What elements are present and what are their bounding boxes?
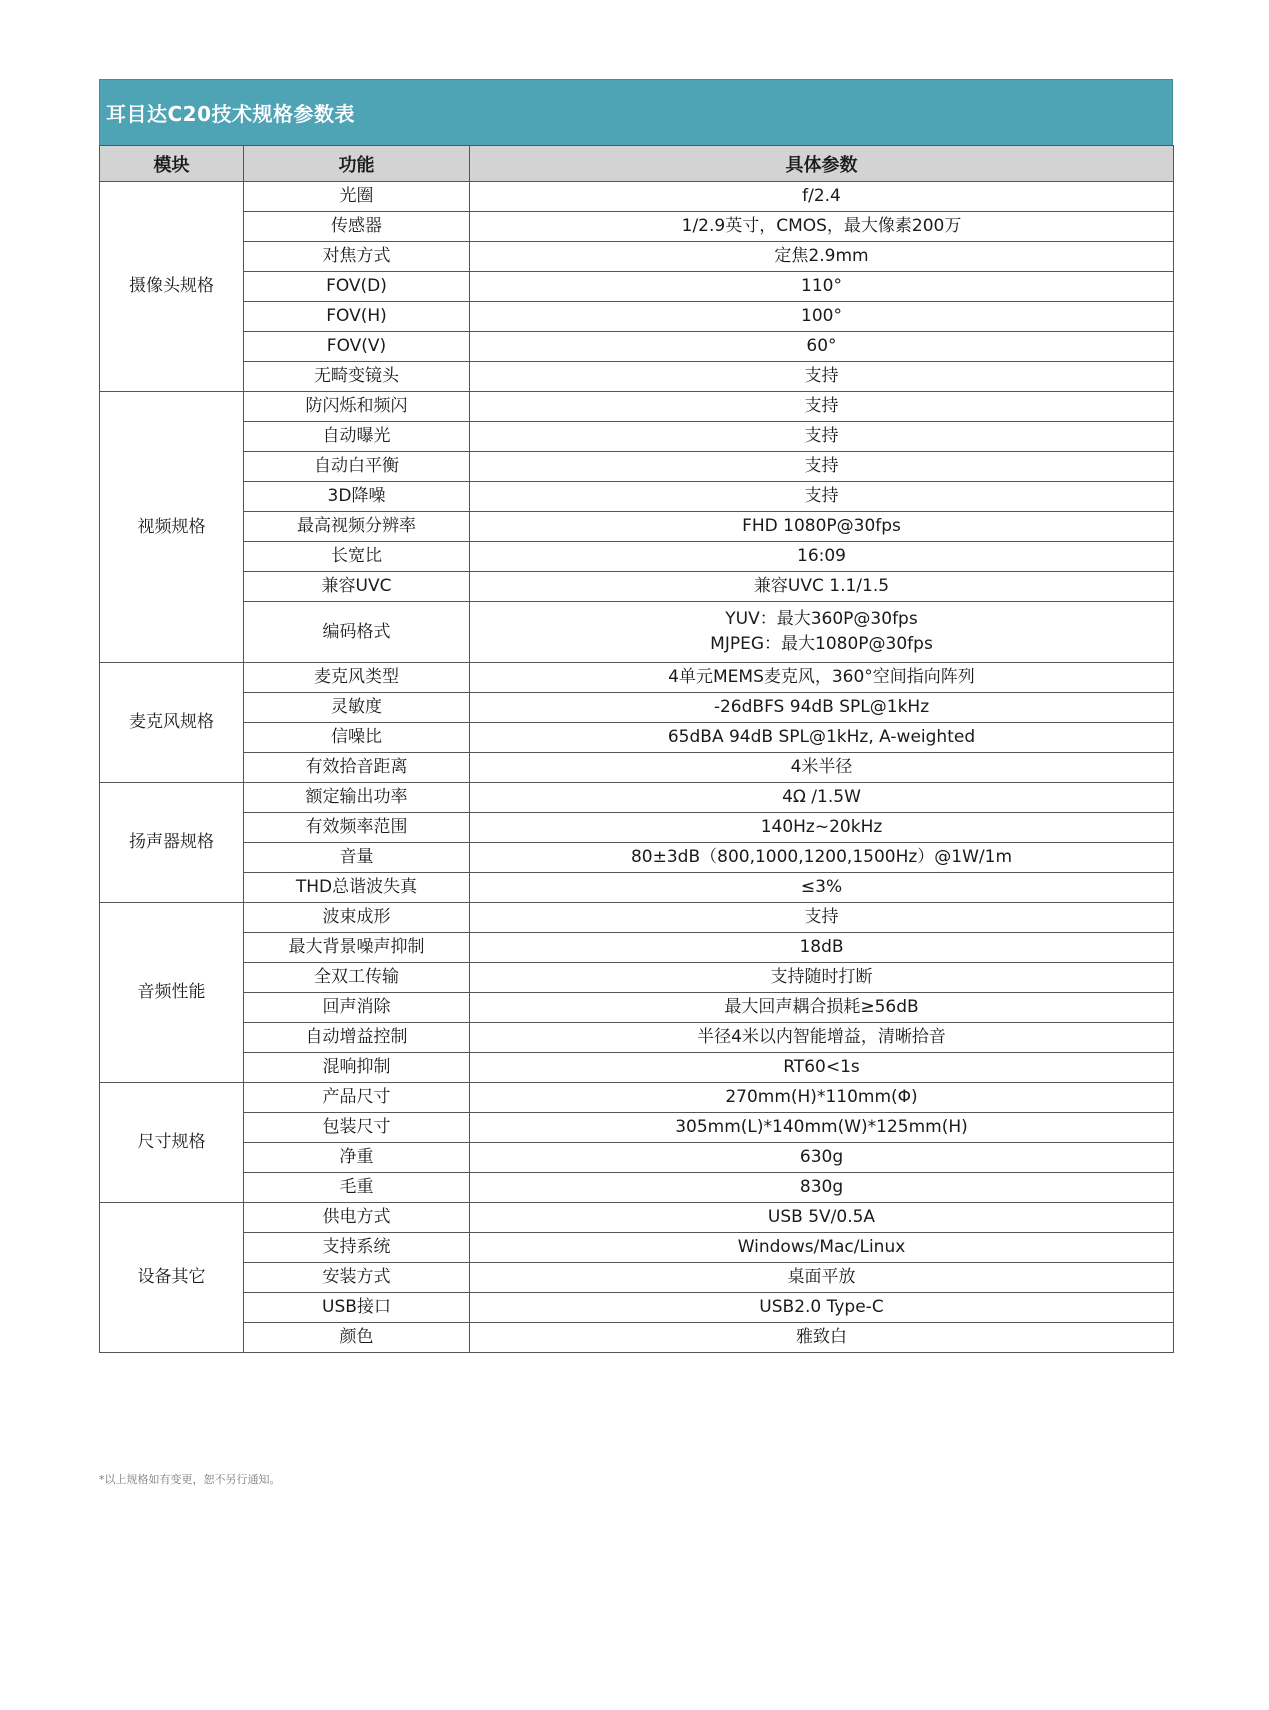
function-cell: 对焦方式 (244, 242, 470, 272)
function-cell: 净重 (244, 1143, 470, 1173)
table-row (100, 873, 1174, 903)
function-cell: USB接口 (244, 1293, 470, 1323)
table-row (100, 663, 1174, 693)
table-row (100, 572, 1174, 602)
table-row (100, 602, 1174, 663)
table-row (100, 1113, 1174, 1143)
param-cell: Windows/Mac/Linux (470, 1233, 1174, 1263)
param-cell: 雅致白 (470, 1323, 1174, 1353)
function-cell: 产品尺寸 (244, 1083, 470, 1113)
function-cell: 颜色 (244, 1323, 470, 1353)
function-cell: 编码格式 (244, 602, 470, 663)
param-cell: 最大回声耦合损耗≥56dB (470, 993, 1174, 1023)
param-cell: 60° (470, 332, 1174, 362)
function-cell: 3D降噪 (244, 482, 470, 512)
table-row (100, 242, 1174, 272)
function-cell: 波束成形 (244, 903, 470, 933)
table-row (100, 332, 1174, 362)
param-cell: 100° (470, 302, 1174, 332)
function-cell: 灵敏度 (244, 693, 470, 723)
table-row (100, 1053, 1174, 1083)
table-row (100, 482, 1174, 512)
function-cell: 安装方式 (244, 1263, 470, 1293)
param-cell: 4米半径 (470, 753, 1174, 783)
function-cell: 支持系统 (244, 1233, 470, 1263)
param-cell: 定焦2.9mm (470, 242, 1174, 272)
param-cell: 18dB (470, 933, 1174, 963)
function-cell: THD总谐波失真 (244, 873, 470, 903)
param-cell: 半径4米以内智能增益，清晰拾音 (470, 1023, 1174, 1053)
table-row (100, 963, 1174, 993)
table-row (100, 903, 1174, 933)
table-row (100, 843, 1174, 873)
table-row (100, 1023, 1174, 1053)
spec-table-body (100, 182, 1174, 1353)
param-line: MJPEG：最大1080P@30fps (710, 634, 933, 654)
table-row (100, 1143, 1174, 1173)
param-cell: 4单元MEMS麦克风，360°空间指向阵列 (470, 663, 1174, 693)
param-cell: 支持 (470, 903, 1174, 933)
table-row (100, 1263, 1174, 1293)
function-cell: 麦克风类型 (244, 663, 470, 693)
param-cell (470, 602, 1174, 663)
param-cell: ≤3% (470, 873, 1174, 903)
table-row (100, 512, 1174, 542)
spec-sheet (99, 79, 1173, 1353)
param-cell: 16:09 (470, 542, 1174, 572)
param-cell: 630g (470, 1143, 1174, 1173)
table-row (100, 422, 1174, 452)
table-row (100, 542, 1174, 572)
function-cell: 自动白平衡 (244, 452, 470, 482)
table-row (100, 1203, 1174, 1233)
table-row (100, 693, 1174, 723)
table-row (100, 272, 1174, 302)
function-cell: 包装尺寸 (244, 1113, 470, 1143)
function-cell: 自动增益控制 (244, 1023, 470, 1053)
param-cell: 兼容UVC 1.1/1.5 (470, 572, 1174, 602)
table-title-bar (99, 79, 1173, 145)
function-cell: 自动曝光 (244, 422, 470, 452)
function-cell: 信噪比 (244, 723, 470, 753)
table-row (100, 933, 1174, 963)
header-function: 功能 (244, 146, 470, 182)
function-cell: 长宽比 (244, 542, 470, 572)
table-row (100, 723, 1174, 753)
param-cell: FHD 1080P@30fps (470, 512, 1174, 542)
header-params: 具体参数 (470, 146, 1174, 182)
function-cell: 最高视频分辨率 (244, 512, 470, 542)
function-cell: 防闪烁和频闪 (244, 392, 470, 422)
function-cell: 混响抑制 (244, 1053, 470, 1083)
function-cell: 有效频率范围 (244, 813, 470, 843)
module-cell: 尺寸规格 (100, 1083, 244, 1203)
function-cell: 最大背景噪声抑制 (244, 933, 470, 963)
table-row (100, 753, 1174, 783)
function-cell: 全双工传输 (244, 963, 470, 993)
param-cell: RT60<1s (470, 1053, 1174, 1083)
table-row (100, 1083, 1174, 1113)
module-cell: 扬声器规格 (100, 783, 244, 903)
param-cell: 支持 (470, 452, 1174, 482)
param-cell: 830g (470, 1173, 1174, 1203)
param-cell: 65dBA 94dB SPL@1kHz, A-weighted (470, 723, 1174, 753)
spec-table (99, 145, 1174, 1353)
function-cell: 兼容UVC (244, 572, 470, 602)
module-cell: 视频规格 (100, 392, 244, 663)
param-cell: f/2.4 (470, 182, 1174, 212)
param-cell: 支持 (470, 392, 1174, 422)
param-cell: 140Hz~20kHz (470, 813, 1174, 843)
param-cell: 支持 (470, 422, 1174, 452)
table-row (100, 212, 1174, 242)
footnote: *以上规格如有变更，恕不另行通知。 (99, 1473, 281, 1486)
table-row (100, 993, 1174, 1023)
table-row (100, 392, 1174, 422)
param-cell: 支持 (470, 482, 1174, 512)
function-cell: 有效拾音距离 (244, 753, 470, 783)
module-cell: 设备其它 (100, 1203, 244, 1353)
table-row (100, 1293, 1174, 1323)
function-cell: 供电方式 (244, 1203, 470, 1233)
table-row (100, 362, 1174, 392)
function-cell: 毛重 (244, 1173, 470, 1203)
table-title: 耳目达C20技术规格参数表 (106, 102, 356, 126)
param-cell: 305mm(L)*140mm(W)*125mm(H) (470, 1113, 1174, 1143)
param-cell: 支持随时打断 (470, 963, 1174, 993)
table-row (100, 813, 1174, 843)
param-cell: 桌面平放 (470, 1263, 1174, 1293)
module-cell: 麦克风规格 (100, 663, 244, 783)
param-cell: 4Ω /1.5W (470, 783, 1174, 813)
function-cell: 音量 (244, 843, 470, 873)
param-cell: -26dBFS 94dB SPL@1kHz (470, 693, 1174, 723)
module-cell: 摄像头规格 (100, 182, 244, 392)
table-row (100, 452, 1174, 482)
param-cell: 80±3dB（800,1000,1200,1500Hz）@1W/1m (470, 843, 1174, 873)
function-cell: FOV(D) (244, 272, 470, 302)
header-row (100, 146, 1174, 182)
table-row (100, 302, 1174, 332)
table-row (100, 1323, 1174, 1353)
header-module: 模块 (100, 146, 244, 182)
function-cell: 回声消除 (244, 993, 470, 1023)
param-cell: 支持 (470, 362, 1174, 392)
param-cell: USB2.0 Type-C (470, 1293, 1174, 1323)
function-cell: 无畸变镜头 (244, 362, 470, 392)
function-cell: 光圈 (244, 182, 470, 212)
table-row (100, 182, 1174, 212)
module-cell: 音频性能 (100, 903, 244, 1083)
function-cell: 传感器 (244, 212, 470, 242)
param-cell: 1/2.9英寸，CMOS，最大像素200万 (470, 212, 1174, 242)
function-cell: 额定输出功率 (244, 783, 470, 813)
param-cell: USB 5V/0.5A (470, 1203, 1174, 1233)
function-cell: FOV(V) (244, 332, 470, 362)
function-cell: FOV(H) (244, 302, 470, 332)
param-cell: 110° (470, 272, 1174, 302)
param-line: YUV：最大360P@30fps (725, 609, 918, 629)
table-row (100, 1233, 1174, 1263)
table-row (100, 783, 1174, 813)
param-cell: 270mm(H)*110mm(Φ) (470, 1083, 1174, 1113)
table-row (100, 1173, 1174, 1203)
